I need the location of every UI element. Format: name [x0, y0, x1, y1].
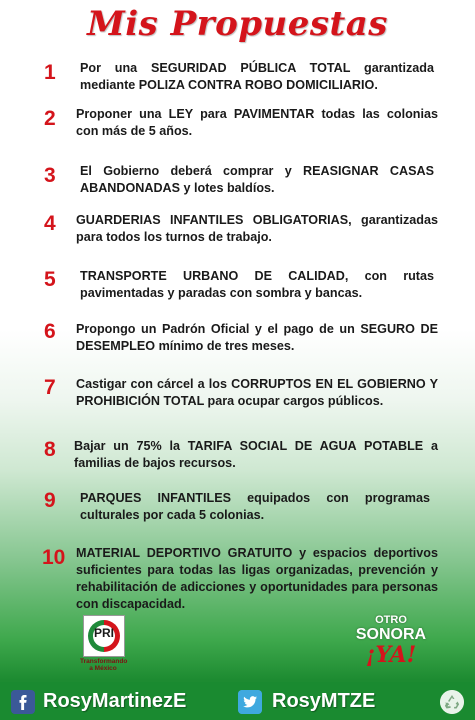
proposal-text: Proponer una LEY para PAVIMENTAR todas las colonias con más de 5 años.	[76, 107, 438, 138]
proposal-text: El Gobierno deberá comprar y REASIGNAR CASAS ABANDONADAS y lotes baldíos.	[80, 164, 434, 195]
proposal-number: 9	[44, 489, 56, 512]
proposal-text: Bajar un 75% la TARIFA SOCIAL DE AGUA POTABLE a familias de bajos recursos.	[74, 439, 438, 470]
proposal-number: 1	[44, 61, 56, 84]
proposal-number: 8	[44, 438, 56, 461]
page-title: Mis Propuestas	[87, 4, 388, 44]
proposal-text: PARQUES INFANTILES equipados con programas culturales por cada 5 colonias.	[80, 491, 430, 522]
recycle-icon	[440, 690, 464, 714]
sonora-line-3: ¡YA!	[365, 642, 417, 668]
proposal-text: MATERIAL DEPORTIVO GRATUITO y espacios deportivos suficientes para todas las ligas organizadas, prevención y rehabilitación de adicciones y oportunidades para personas con discapacidad.	[76, 546, 438, 611]
proposal-number: 5	[44, 268, 56, 291]
proposal-text: GUARDERIAS INFANTILES OBLIGATORIAS, garantizadas para todos los turnos de trabajo.	[76, 213, 438, 244]
proposal-number: 4	[44, 212, 56, 235]
pri-logo	[80, 613, 126, 675]
proposal-number: 2	[44, 107, 56, 130]
proposal-number: 3	[44, 164, 56, 187]
facebook-handle[interactable]: RosyMartinezE	[43, 690, 187, 712]
twitter-handle[interactable]: RosyMTZE	[272, 690, 376, 712]
sonora-line-2: SONORA	[355, 626, 427, 643]
proposal-number: 7	[44, 376, 56, 399]
facebook-icon[interactable]	[11, 690, 35, 714]
pri-letters: PRI	[93, 626, 114, 640]
otro-sonora-logo	[346, 614, 436, 674]
proposal-text: Por una SEGURIDAD PÚBLICA TOTAL garantizada mediante POLIZA CONTRA ROBO DOMICILIARIO.	[80, 61, 434, 92]
proposal-text: Castigar con cárcel a los CORRUPTOS EN EL GOBIERNO Y PROHIBICIÓN TOTAL para ocupar cargos públicos.	[76, 377, 438, 408]
proposal-number: 10	[42, 546, 66, 569]
proposal-number: 6	[44, 320, 56, 343]
twitter-icon[interactable]	[238, 690, 262, 714]
proposal-text: Propongo un Padrón Oficial y el pago de un SEGURO DE DESEMPLEO mínimo de tres meses.	[76, 322, 438, 353]
social-footer	[0, 682, 475, 720]
sonora-line-1: OTRO	[375, 614, 407, 626]
proposal-text: TRANSPORTE URBANO DE CALIDAD, con rutas pavimentadas y paradas con sombra y bancas.	[80, 269, 434, 300]
pri-tagline: Transformando a México	[80, 658, 128, 672]
